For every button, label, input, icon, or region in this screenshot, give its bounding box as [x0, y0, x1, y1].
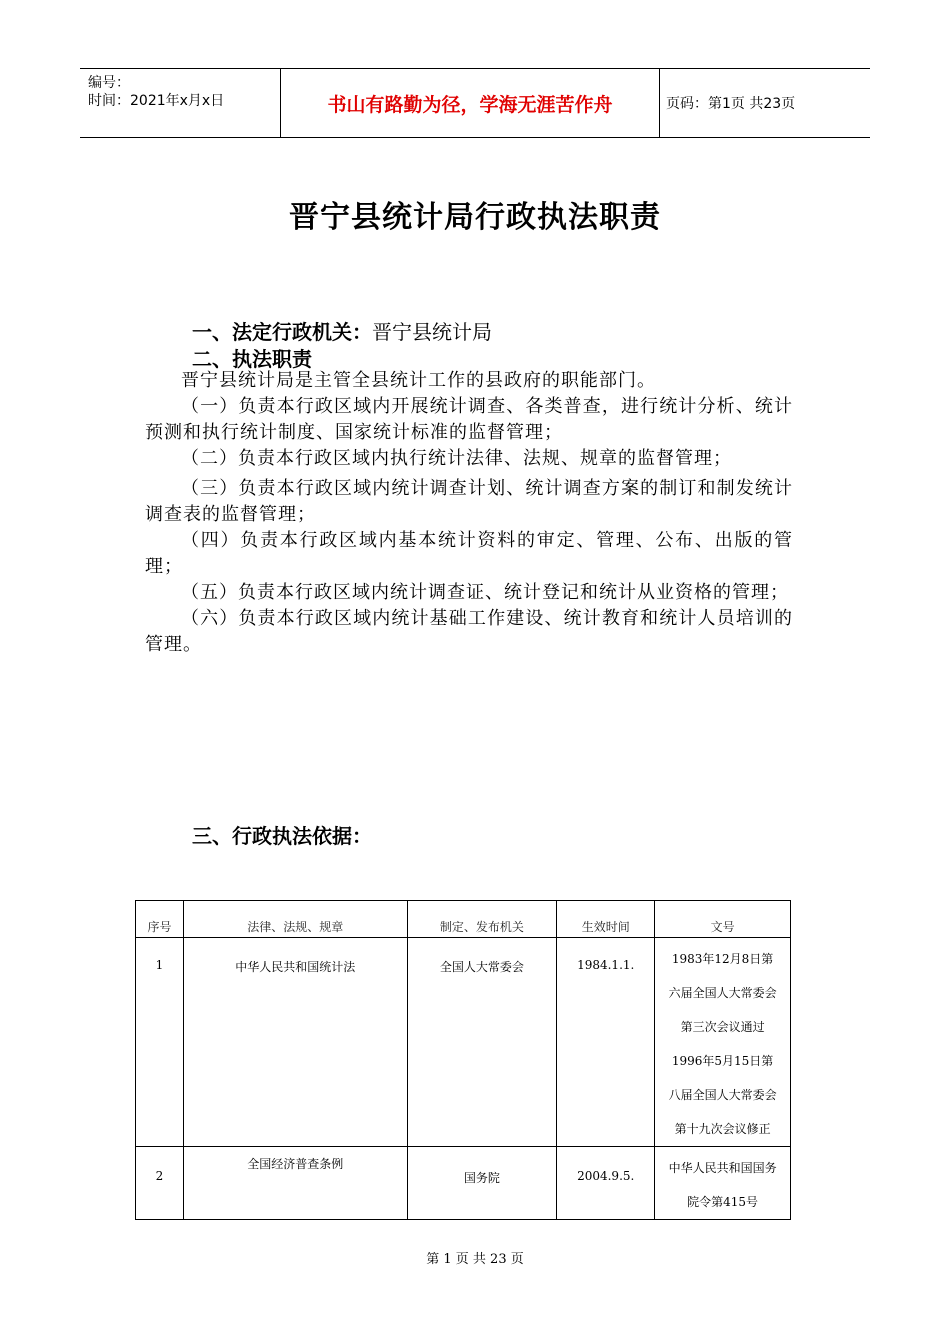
law-basis-table — [135, 900, 791, 1220]
table-header-cell: 制定、发布机关 — [407, 901, 557, 938]
table-header-cell: 序号 — [136, 901, 184, 938]
page-title: 晋宁县统计局行政执法职责 — [289, 200, 661, 235]
section-basis-heading — [192, 820, 372, 849]
doc-line: 院令第415号 — [687, 1195, 759, 1209]
row-number: 1 — [136, 938, 184, 1147]
duty-paragraph: （三）负责本行政区域内统计调查计划、统计调查方案的制订和制发统计调查表的监督管理； — [145, 478, 793, 525]
section-basis-heading-text: 三、行政执法依据： — [192, 824, 372, 848]
row-effective: 2004.9.5. — [557, 1147, 655, 1220]
section-duties-heading-text: 二、执法职责 — [192, 347, 312, 371]
doc-line: 六届全国人大常委会 — [668, 986, 777, 1000]
number-label: 编号： — [88, 75, 130, 91]
table-row — [136, 1147, 791, 1220]
row-authority: 全国人大常委会 — [407, 938, 557, 1147]
doc-line: 八届全国人大常委会 — [668, 1088, 777, 1102]
duty-paragraph: （二）负责本行政区域内执行统计法律、法规、规章的监督管理； — [181, 448, 732, 469]
duty-paragraph: （六）负责本行政区域内统计基础工作建设、统计教育和统计人员培训的管理。 — [145, 608, 793, 655]
time-label: 时间：2021年x月x日 — [88, 93, 225, 109]
doc-line: 第三次会议通过 — [680, 1020, 765, 1034]
duties-body — [145, 368, 793, 658]
row-document-number — [655, 1147, 791, 1220]
duty-paragraph: 晋宁县统计局是主管全县统计工作的县政府的职能部门。 — [181, 370, 656, 391]
doc-line: 1996年5月15日第 — [671, 1054, 774, 1068]
doc-line: 中华人民共和国国务 — [668, 1161, 777, 1175]
duty-paragraph: （一）负责本行政区域内开展统计调查、各类普查，进行统计分析、统计预测和执行统计制度、国家统计标准的监督管理； — [145, 396, 793, 443]
section-authority — [192, 316, 492, 345]
doc-line: 1983年12月8日第 — [671, 952, 774, 966]
row-number: 2 — [136, 1147, 184, 1220]
table-header-cell: 生效时间 — [557, 901, 655, 938]
page-footer: 第 1 页 共 23 页 — [426, 1252, 524, 1267]
document-header — [80, 68, 870, 138]
section-authority-value: 晋宁县统计局 — [372, 320, 492, 344]
table-header-cell: 文号 — [655, 901, 791, 938]
duty-paragraph: （四）负责本行政区域内基本统计资料的审定、管理、公布、出版的管理； — [145, 530, 793, 577]
row-effective: 1984.1.1. — [557, 938, 655, 1147]
header-motto: 书山有路勤为径，学海无涯苦作舟 — [280, 69, 660, 137]
header-page-info: 页码：第1页 共23页 — [666, 96, 796, 112]
header-meta — [80, 69, 280, 137]
duty-paragraph: （五）负责本行政区域内统计调查证、统计登记和统计从业资格的管理； — [181, 582, 789, 603]
table-row — [136, 938, 791, 1147]
section-authority-heading: 一、法定行政机关： — [192, 320, 372, 344]
table-header-row — [136, 901, 791, 938]
row-authority: 国务院 — [407, 1147, 557, 1220]
doc-line: 第十九次会议修正 — [674, 1122, 771, 1136]
row-document-number — [655, 938, 791, 1147]
row-law: 中华人民共和国统计法 — [183, 938, 407, 1147]
table-header-cell: 法律、法规、规章 — [183, 901, 407, 938]
row-law: 全国经济普查条例 — [183, 1147, 407, 1220]
